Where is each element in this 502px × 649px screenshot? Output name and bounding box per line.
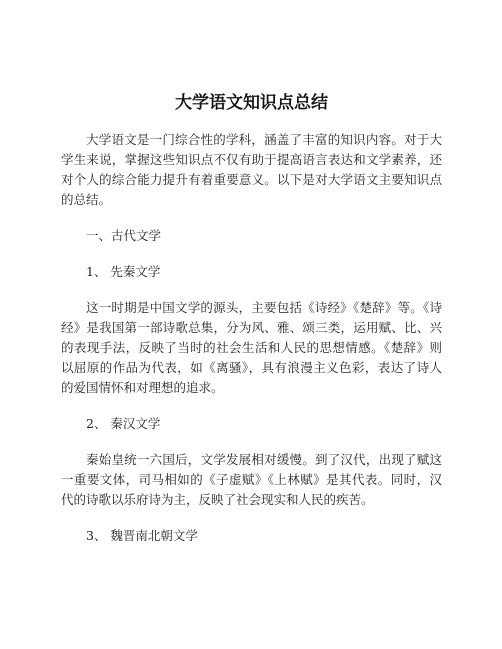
subsection-heading-qin-han: 2、 秦汉文学 bbox=[86, 416, 161, 431]
subsection-heading-wei-jin: 3、 魏晋南北朝文学 bbox=[86, 528, 198, 543]
section-heading-ancient-literature: 一、古代文学 bbox=[86, 228, 162, 243]
paragraph-qin-han: 秦始皇统一六国后，文学发展相对缓慢。到了汉代，出现了赋这一重要文体，司马相如的《子虚赋》《上林赋》是其代表。同时，汉代的诗歌以乐府诗为主，反映了社会现实和人民的疾苦。 bbox=[61, 452, 442, 507]
document-title: 大学语文知识点总结 bbox=[175, 93, 328, 113]
document-content bbox=[61, 92, 442, 562]
subsection-heading-pre-qin: 1、 先秦文学 bbox=[86, 264, 161, 279]
paragraph-pre-qin: 这一时期是中国文学的源头，主要包括《诗经》《楚辞》等。《诗经》是我国第一部诗歌总集，分为风、雅、颂三类，运用赋、比、兴的表现手法，反映了当时的社会生活和人民的思想情感。《楚辞》则以屈原的作品为代表，如《离骚》，具有浪漫主义色彩，表达了诗人的爱国情怀和对理想的追求。 bbox=[61, 300, 442, 395]
intro-paragraph: 大学语文是一门综合性的学科，涵盖了丰富的知识内容。对于大学生来说，掌握这些知识点不仅有助于提高语言表达和文学素养，还对个人的综合能力提升有着重要意义。以下是对大学语文主要知识点的总结。 bbox=[61, 132, 442, 207]
